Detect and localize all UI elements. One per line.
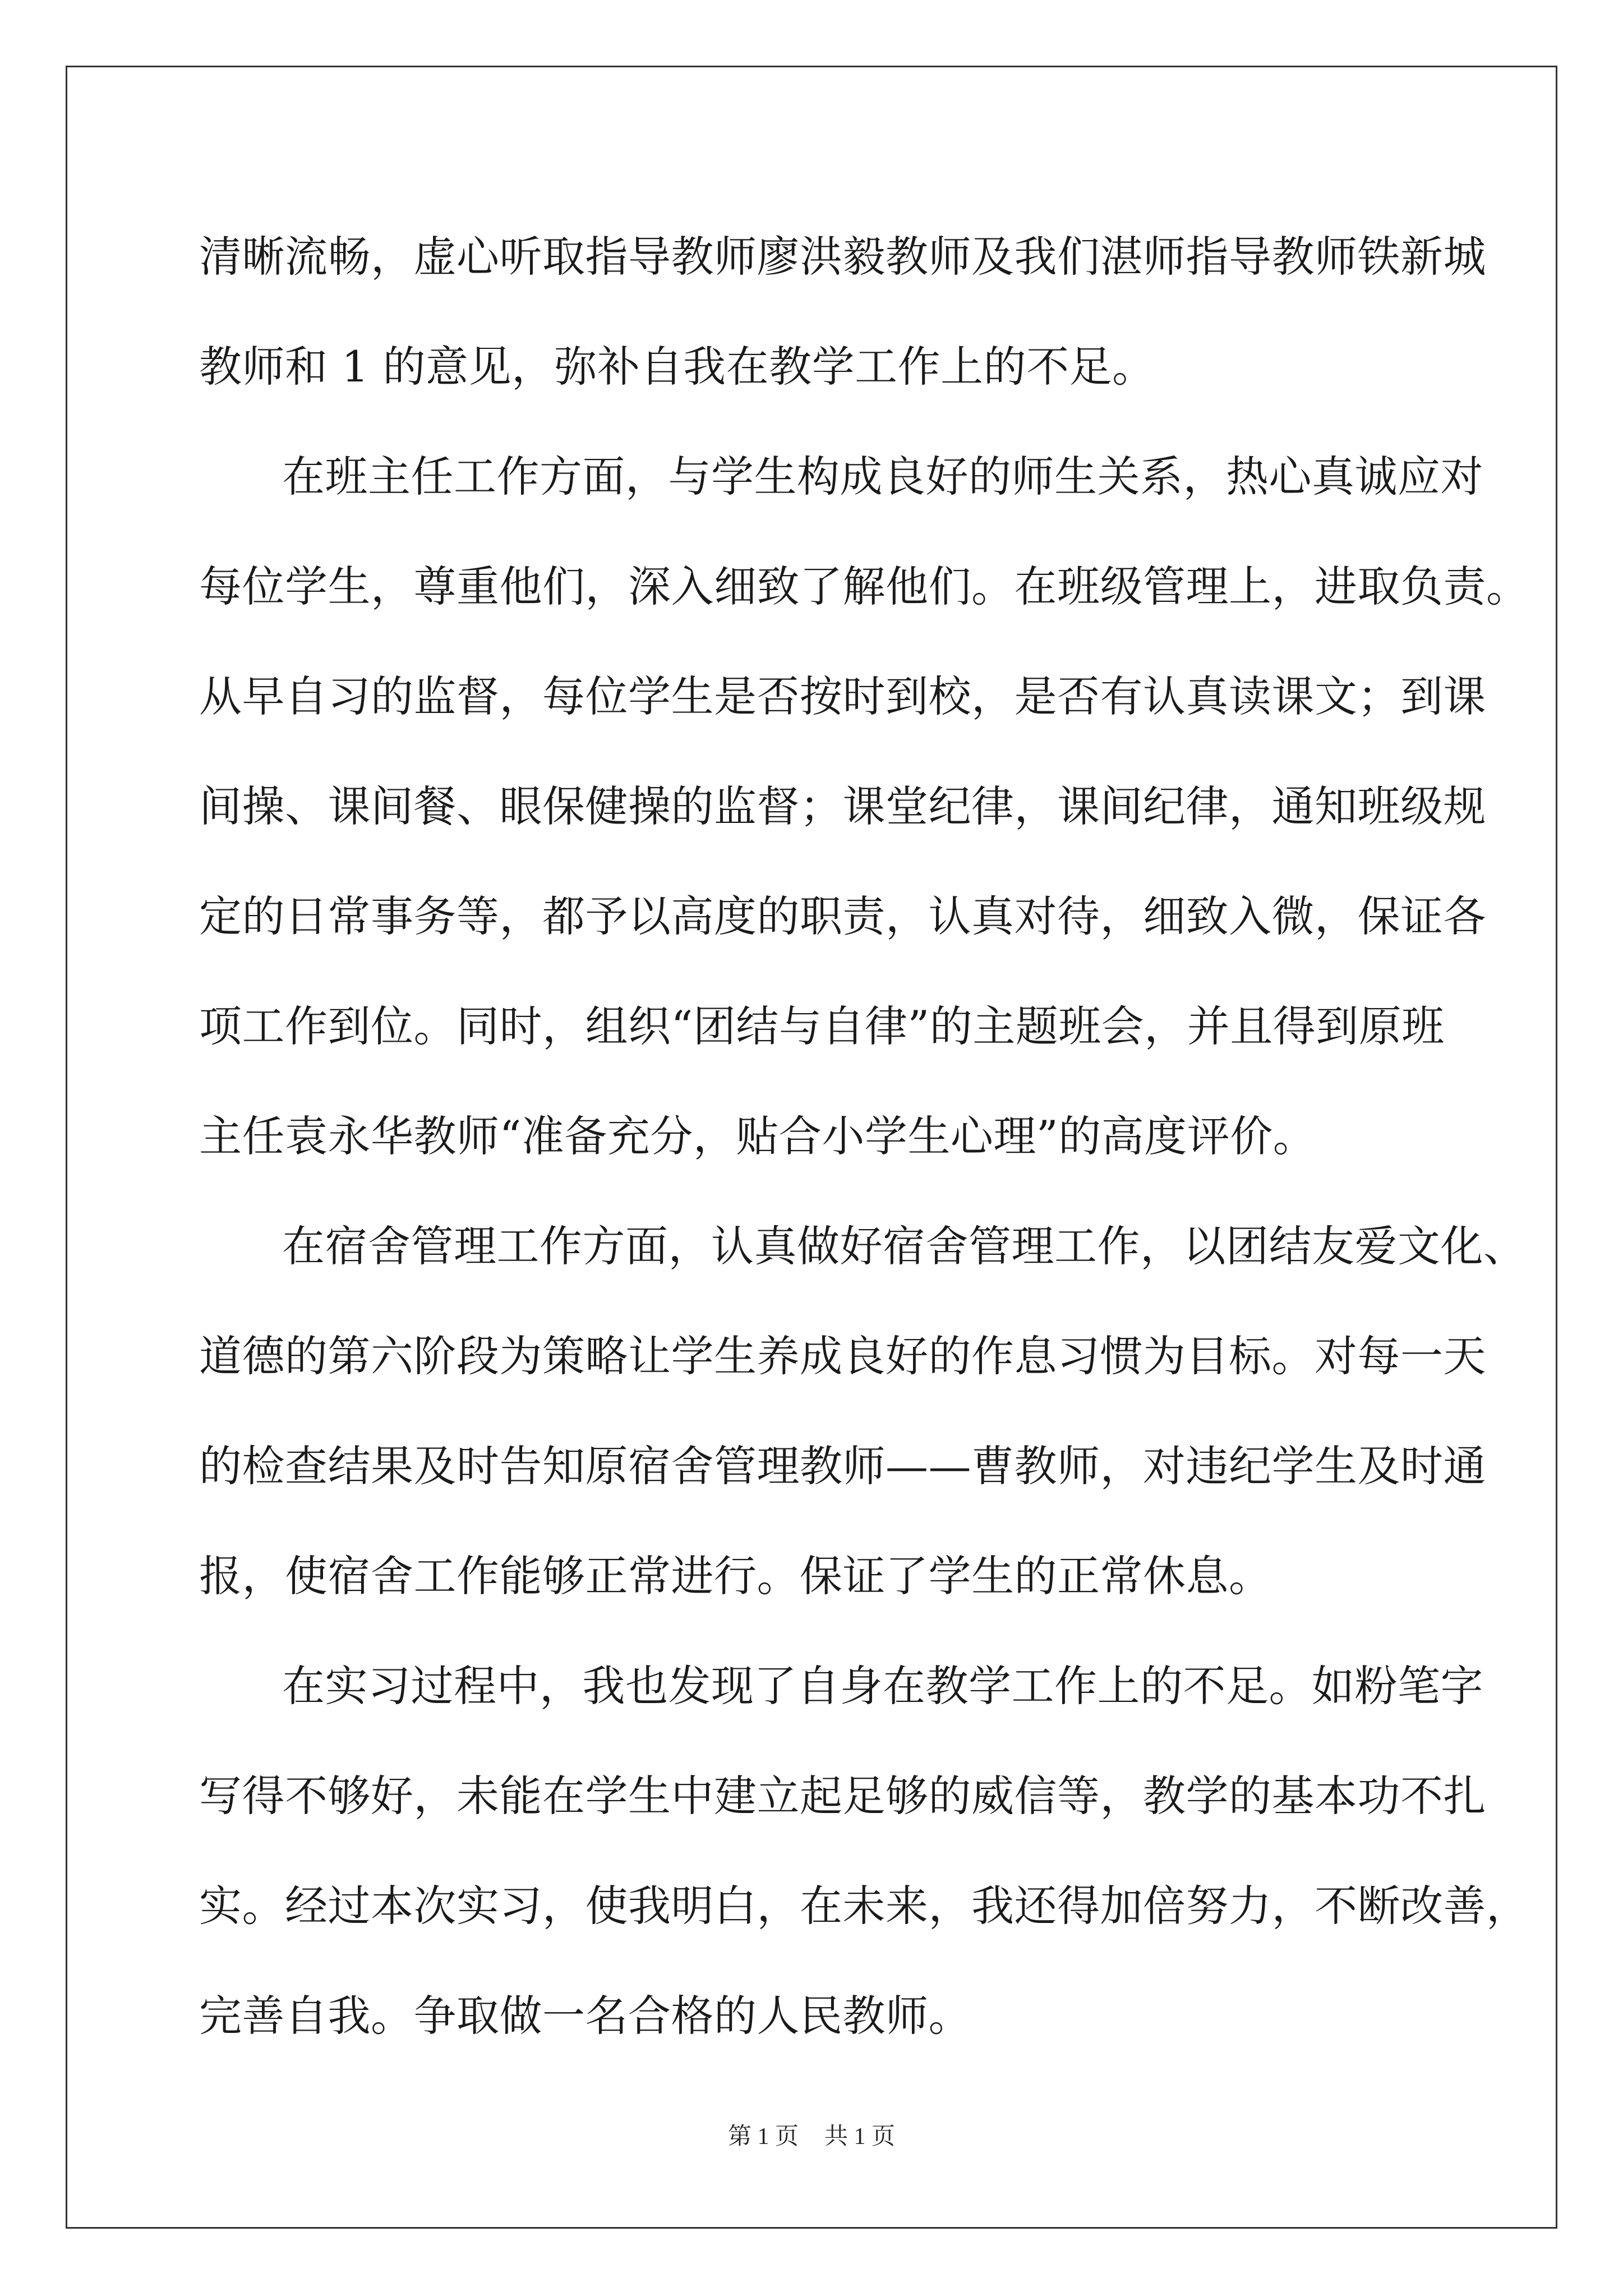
- text-line: 从早自习的监督，每位学生是否按时到校，是否有认真读课文；到课: [199, 671, 1486, 721]
- text-line: 主任袁永华教师“准备充分，贴合小学生心理”的高度评价。: [199, 1111, 1316, 1161]
- text-line: 道德的第六阶段为策略让学生养成良好的作息习惯为目标。对每一天: [199, 1331, 1486, 1381]
- text-line: 的检查结果及时告知原宿舍管理教师——曹教师，对违纪学生及时通: [199, 1441, 1486, 1491]
- text-line: 每位学生，尊重他们，深入细致了解他们。在班级管理上，进取负责。: [199, 562, 1529, 611]
- text-line: 清晰流畅，虚心听取指导教师廖洪毅教师及我们湛师指导教师铁新城: [199, 232, 1486, 282]
- page-number-current: 第 1 页: [727, 2124, 799, 2150]
- paragraph-start-line: 在宿舍管理工作方面，认真做好宿舍管理工作，以团结友爱文化、: [282, 1221, 1527, 1271]
- text-line: 完善自我。争取做一名合格的人民教师。: [199, 1991, 971, 2041]
- text-line: 间操、课间餐、眼保健操的监督；课堂纪律，课间纪律，通知班级规: [199, 781, 1486, 831]
- text-line: 项工作到位。同时，组织“团结与自律”的主题班会，并且得到原班: [199, 1001, 1445, 1051]
- text-line: 定的日常事务等，都予以高度的职责，认真对待，细致入微，保证各: [199, 891, 1486, 941]
- page-number-total: 共 1 页: [824, 2124, 896, 2150]
- text-line: 报，使宿舍工作能够正常进行。保证了学生的正常休息。: [199, 1551, 1272, 1601]
- text-line: 写得不够好，未能在学生中建立起足够的威信等，教学的基本功不扎: [199, 1771, 1486, 1821]
- text-line: 实。经过本次实习，使我明白，在未来，我还得加倍努力，不断改善，: [199, 1881, 1529, 1931]
- paragraph-start-line: 在实习过程中，我也发现了自身在教学工作上的不足。如粉笔字: [282, 1661, 1483, 1711]
- page-footer: [0, 2118, 1623, 2151]
- text-line: 教师和 1 的意见，弥补自我在教学工作上的不足。: [199, 342, 1155, 392]
- document-body: [199, 202, 1529, 2071]
- paragraph-start-line: 在班主任工作方面，与学生构成良好的师生关系，热心真诚应对: [282, 452, 1483, 501]
